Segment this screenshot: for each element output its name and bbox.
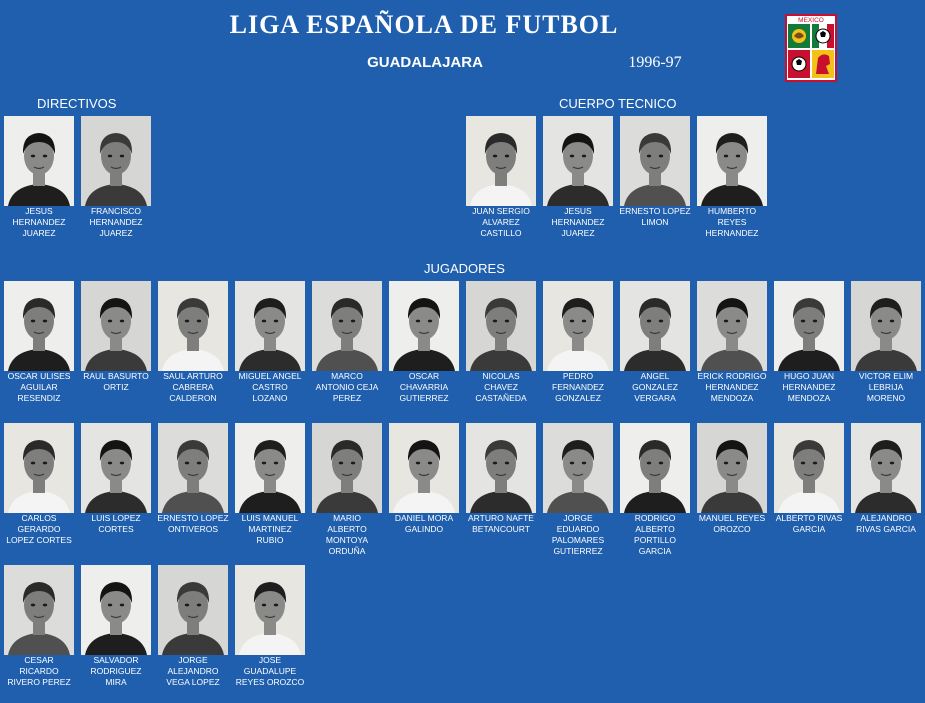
person-photo [851, 281, 921, 371]
person-photo [312, 423, 382, 513]
person-photo [389, 281, 459, 371]
portrait-photo-icon [466, 423, 536, 513]
person-name: JUAN SERGIO ALVAREZ CASTILLO [472, 206, 530, 238]
portrait-photo-icon [81, 565, 151, 655]
person-photo [466, 281, 536, 371]
person-name: ERNESTO LOPEZ ONTIVEROS [157, 513, 229, 534]
person-name: NICOLAS CHAVEZ CASTAÑEDA [475, 371, 527, 403]
person-photo [4, 423, 74, 513]
person-photo [4, 565, 74, 655]
person-name: ALEJANDRO RIVAS GARCIA [856, 513, 916, 534]
person-photo [312, 281, 382, 371]
person-photo [851, 423, 921, 513]
person-photo [620, 423, 690, 513]
portrait-photo-icon [235, 281, 305, 371]
person-name: OSCAR ULISES AGUILAR RESENDIZ [7, 371, 71, 403]
portrait-photo-icon [774, 281, 844, 371]
portrait-photo-icon [389, 423, 459, 513]
section-title-cuerpo-tecnico: CUERPO TECNICO [559, 96, 677, 111]
portrait-photo-icon [158, 281, 228, 371]
season-label: 1996-97 [628, 54, 682, 71]
person-photo [235, 565, 305, 655]
person-photo [81, 116, 151, 206]
portrait-photo-icon [697, 281, 767, 371]
person-name: RAUL BASURTO ORTIZ [83, 371, 149, 392]
person-photo [620, 116, 690, 206]
portrait-photo-icon [620, 423, 690, 513]
person-photo [389, 423, 459, 513]
person-name: ARTURO NAFTE BETANCOURT [468, 513, 534, 534]
section-title-directivos: DIRECTIVOS [37, 96, 117, 111]
portrait-photo-icon [466, 281, 536, 371]
person-photo [158, 423, 228, 513]
portrait-photo-icon [312, 281, 382, 371]
crest-icon [785, 14, 837, 82]
person-photo [4, 281, 74, 371]
person-name: HUGO JUAN HERNANDEZ MENDOZA [782, 371, 836, 403]
person-photo [774, 281, 844, 371]
portrait-photo-icon [466, 116, 536, 206]
portrait-photo-icon [543, 281, 613, 371]
portrait-photo-icon [81, 423, 151, 513]
person-photo [81, 423, 151, 513]
person-name: SAUL ARTURO CABRERA CALDERON [163, 371, 223, 403]
person-photo [235, 281, 305, 371]
person-photo [81, 565, 151, 655]
person-name: CARLOS GERARDO LOPEZ CORTES [6, 513, 72, 545]
portrait-photo-icon [697, 116, 767, 206]
portrait-photo-icon [158, 423, 228, 513]
team-name: GUADALAJARA [367, 54, 483, 71]
person-name: DANIEL MORA GALINDO [394, 513, 454, 534]
person-name: MARIO ALBERTO MONTOYA ORDUÑA [325, 513, 369, 556]
portrait-photo-icon [774, 423, 844, 513]
section-title-jugadores: JUGADORES [424, 261, 505, 276]
portrait-photo-icon [620, 116, 690, 206]
portrait-photo-icon [389, 281, 459, 371]
person-name: PEDRO FERNANDEZ GONZALEZ [552, 371, 604, 403]
person-name: OSCAR CHAVARRIA GUTIERREZ [399, 371, 449, 403]
person-name: JORGE EDUARDO PALOMARES GUTIERREZ [551, 513, 605, 556]
person-name: JESUS HERNANDEZ JUAREZ [12, 206, 66, 238]
portrait-photo-icon [851, 281, 921, 371]
portrait-photo-icon [4, 116, 74, 206]
portrait-photo-icon [543, 116, 613, 206]
person-name: MIGUEL ANGEL CASTRO LOZANO [238, 371, 302, 403]
person-photo [543, 116, 613, 206]
person-photo [697, 116, 767, 206]
person-name: FRANCISCO HERNANDEZ JUAREZ [89, 206, 143, 238]
portrait-photo-icon [697, 423, 767, 513]
person-photo [81, 281, 151, 371]
person-name: HUMBERTO REYES HERNANDEZ [705, 206, 759, 238]
person-photo [158, 281, 228, 371]
person-name: RODRIGO ALBERTO PORTILLO GARCIA [634, 513, 676, 556]
person-name: ERICK RODRIGO HERNANDEZ MENDOZA [697, 371, 767, 403]
person-photo [466, 116, 536, 206]
portrait-photo-icon [4, 423, 74, 513]
person-photo [774, 423, 844, 513]
portrait-photo-icon [235, 423, 305, 513]
person-photo [466, 423, 536, 513]
person-photo [235, 423, 305, 513]
person-photo [4, 116, 74, 206]
mexico-crest-logo [785, 14, 837, 82]
person-photo [697, 281, 767, 371]
person-name: ERNESTO LOPEZ LIMON [619, 206, 691, 227]
person-name: JOSE GUADALUPE REYES OROZCO [235, 655, 305, 687]
person-photo [158, 565, 228, 655]
portrait-photo-icon [158, 565, 228, 655]
portrait-photo-icon [4, 281, 74, 371]
person-photo [620, 281, 690, 371]
portrait-photo-icon [81, 281, 151, 371]
person-name: MARCO ANTONIO CEJA PEREZ [315, 371, 379, 403]
person-photo [543, 281, 613, 371]
portrait-photo-icon [543, 423, 613, 513]
person-photo [543, 423, 613, 513]
person-name: ANGEL GONZALEZ VERGARA [632, 371, 678, 403]
person-name: LUIS MANUEL MARTINEZ RUBIO [241, 513, 299, 545]
person-name: LUIS LOPEZ CORTES [91, 513, 141, 534]
portrait-photo-icon [851, 423, 921, 513]
person-name: MANUEL REYES OROZCO [698, 513, 766, 534]
svg-text:MEXICO: MEXICO [798, 17, 824, 24]
person-name: JESUS HERNANDEZ JUAREZ [551, 206, 605, 238]
person-name: ALBERTO RIVAS GARCIA [775, 513, 843, 534]
person-photo [697, 423, 767, 513]
person-name: CESAR RICARDO RIVERO PEREZ [7, 655, 71, 687]
person-name: VICTOR ELIM LEBRIJA MORENO [858, 371, 914, 403]
portrait-photo-icon [4, 565, 74, 655]
portrait-photo-icon [312, 423, 382, 513]
portrait-photo-icon [81, 116, 151, 206]
portrait-photo-icon [620, 281, 690, 371]
person-name: SALVADOR RODRIGUEZ MIRA [90, 655, 142, 687]
page-title: LIGA ESPAÑOLA DE FUTBOL [229, 10, 619, 39]
person-name: JORGE ALEJANDRO VEGA LOPEZ [166, 655, 220, 687]
portrait-photo-icon [235, 565, 305, 655]
